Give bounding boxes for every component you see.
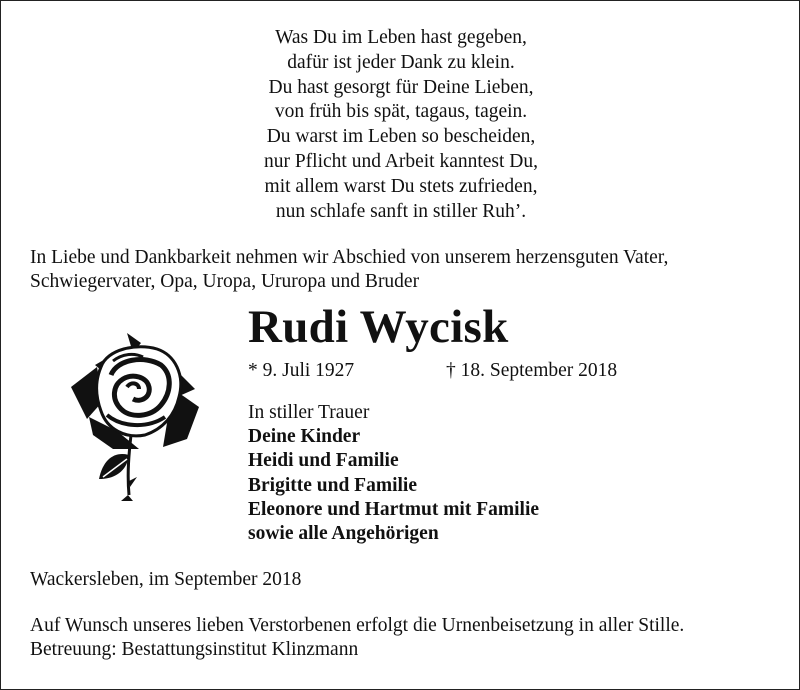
birth-date: * 9. Juli 1927 — [248, 360, 355, 381]
poem-line: von früh bis spät, tagaus, tagein. — [274, 101, 528, 123]
mourner-entry: sowie alle Angehörigen — [248, 523, 439, 545]
intro-text — [30, 246, 780, 294]
place-date: Wackersleben, im September 2018 — [30, 569, 302, 590]
deceased-name: Rudi Wycisk — [248, 301, 509, 353]
intro-line: In Liebe und Dankbarkeit nehmen wir Abschied von unserem herzensguten Vater, — [30, 247, 669, 268]
poem-line: nur Pflicht und Arbeit kanntest Du, — [263, 150, 539, 172]
rose-icon — [67, 331, 203, 501]
death-date: † 18. September 2018 — [446, 360, 618, 381]
mourner-entry: Brigitte und Familie — [248, 474, 417, 496]
poem-line: mit allem warst Du stets zufrieden, — [264, 175, 538, 197]
poem-line: nun schlafe sanft in stiller Ruh’. — [275, 200, 527, 222]
mourners-heading: In stiller Trauer — [248, 402, 370, 423]
intro-line: Schwiegervater, Opa, Uropa, Ururopa und Bruder — [30, 271, 420, 292]
poem-line: Was Du im Leben hast gegeben, — [275, 27, 527, 48]
footer-text — [30, 614, 684, 662]
mourner-entry: Deine Kinder — [248, 426, 361, 448]
footer-line: Auf Wunsch unseres lieben Verstorbenen erfolgt die Urnenbeisetzung in aller Stille. — [30, 615, 685, 636]
mourners-list — [248, 401, 539, 546]
poem-line: Du hast gesorgt für Deine Lieben, — [268, 76, 534, 98]
poem-line: dafür ist jeder Dank zu klein. — [287, 51, 515, 73]
mourner-entry: Heidi und Familie — [248, 450, 399, 472]
poem — [1, 26, 800, 224]
poem-line: Du warst im Leben so bescheiden, — [266, 126, 536, 148]
mourner-entry: Eleonore und Hartmut mit Familie — [248, 498, 540, 520]
footer-line: Betreuung: Bestattungsinstitut Klinzmann — [30, 639, 359, 660]
